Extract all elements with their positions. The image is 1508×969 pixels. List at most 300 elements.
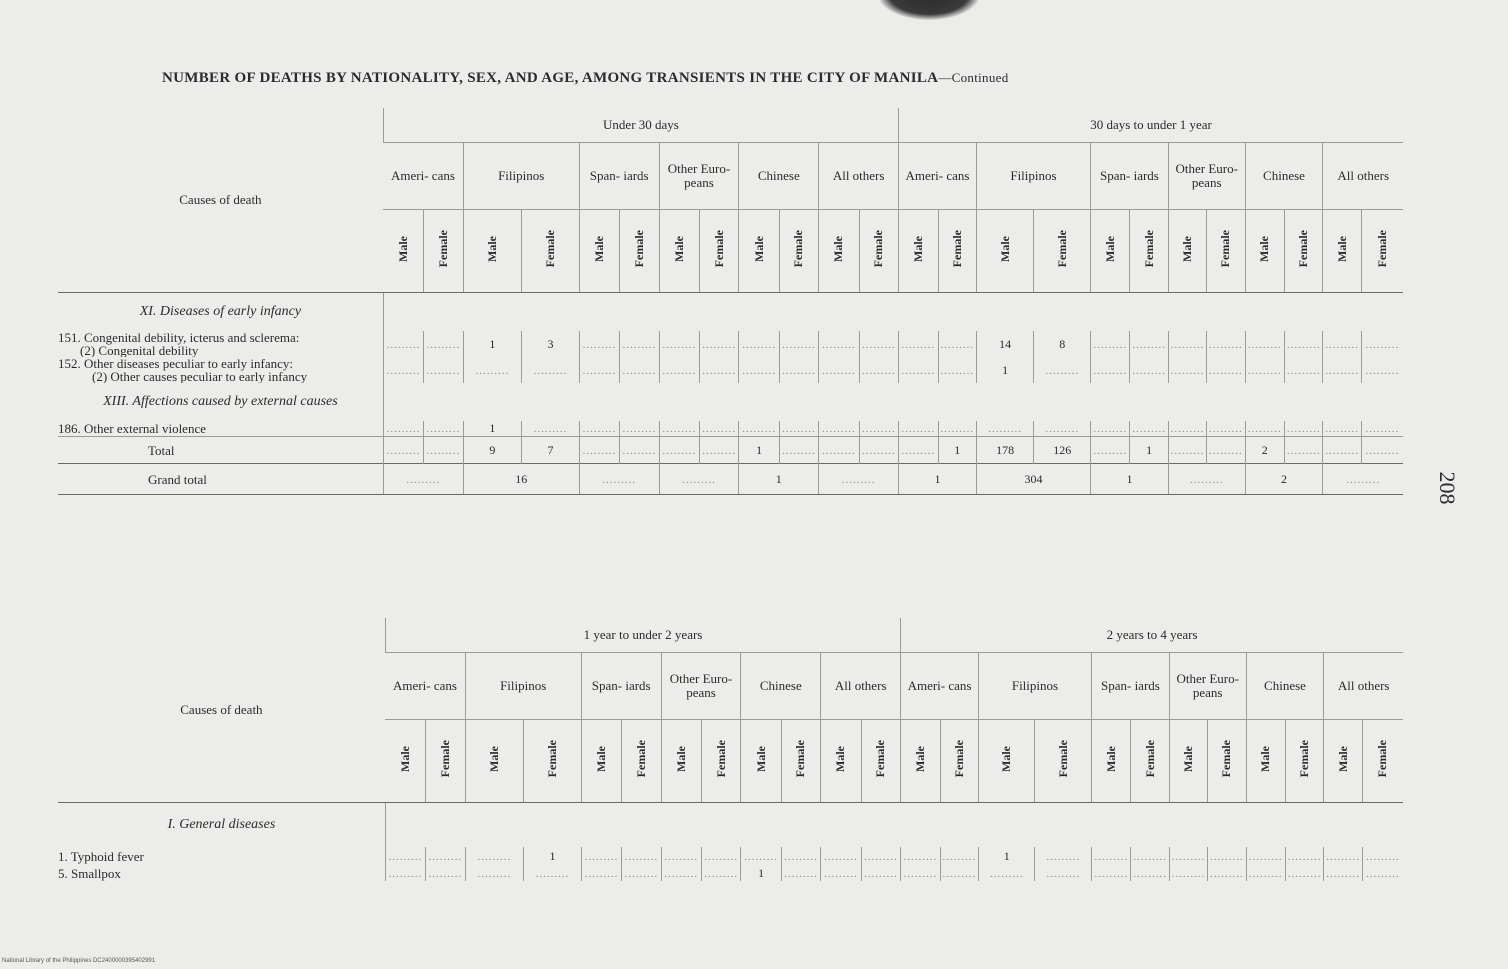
sex-label: Female — [1297, 740, 1312, 778]
data-cell — [699, 331, 738, 357]
female-column-header — [781, 720, 820, 803]
dot-leader: ......... — [1094, 850, 1129, 863]
dot-leader: ......... — [742, 338, 776, 351]
grand-total-cell — [739, 464, 819, 495]
dot-leader: ......... — [861, 364, 896, 377]
data-cell — [661, 847, 701, 865]
sex-label: Male — [1258, 746, 1273, 772]
female-column-header — [1131, 720, 1169, 803]
cell-value: 178 — [996, 442, 1015, 457]
dot-leader: ......... — [624, 850, 659, 863]
male-column-header — [978, 720, 1035, 803]
data-cell — [1362, 865, 1403, 881]
male-column-header — [1169, 720, 1207, 803]
dot-leader: ......... — [388, 867, 423, 880]
dot-leader: ......... — [1210, 850, 1244, 863]
data-cell — [1034, 331, 1091, 357]
cell-value: 2 — [1281, 471, 1287, 486]
dot-leader: ......... — [1209, 423, 1243, 435]
data-cell — [581, 847, 621, 865]
grand-total-cell — [1091, 464, 1169, 495]
data-cell — [579, 357, 619, 383]
dot-leader: ......... — [664, 850, 699, 863]
dot-leader: ......... — [624, 867, 659, 880]
female-column-header — [620, 210, 659, 293]
dot-leader: ......... — [782, 364, 816, 377]
dot-leader: ......... — [861, 423, 896, 435]
dot-leader: ......... — [533, 423, 568, 435]
female-column-header — [1361, 210, 1403, 293]
cell-value: 1 — [758, 865, 765, 880]
cell-value: 1 — [1126, 471, 1133, 486]
nationality-header: Chinese — [1245, 143, 1323, 210]
dot-leader: ......... — [1326, 850, 1360, 863]
sex-label: Female — [1374, 230, 1389, 268]
data-cell — [1130, 437, 1168, 464]
dot-leader: ......... — [1171, 867, 1206, 880]
data-cell — [1324, 847, 1362, 865]
data-cell — [819, 437, 859, 464]
dot-leader: ......... — [1248, 850, 1283, 863]
grand-total-cell — [383, 464, 463, 495]
data-cell — [1130, 331, 1168, 357]
sex-label: Male — [912, 746, 927, 772]
dot-leader: ......... — [903, 850, 938, 863]
dot-leader: ......... — [582, 444, 617, 457]
dot-leader: ......... — [1325, 444, 1359, 457]
data-cell — [383, 331, 423, 357]
section-heading: I. General diseases — [167, 817, 276, 832]
data-cell — [1285, 847, 1323, 865]
table-row — [58, 331, 1403, 357]
sex-label: Male — [395, 236, 410, 262]
dot-leader: ......... — [1325, 423, 1359, 435]
dot-leader: ......... — [782, 338, 816, 351]
data-cell — [779, 331, 818, 357]
data-cell — [1168, 437, 1206, 464]
sex-label: Female — [873, 740, 888, 778]
male-column-header — [1323, 210, 1361, 293]
data-cell — [819, 357, 859, 383]
female-column-header — [940, 720, 978, 803]
data-cell — [1361, 421, 1403, 437]
data-cell — [1091, 421, 1130, 437]
data-cell — [1285, 865, 1323, 881]
cell-value: 7 — [547, 442, 554, 457]
male-column-header — [383, 210, 423, 293]
data-cell — [1092, 847, 1131, 865]
cell-value: 1 — [1146, 442, 1153, 457]
dot-leader: ......... — [784, 867, 818, 880]
dot-leader: ......... — [1325, 338, 1359, 351]
data-cell — [1323, 331, 1361, 357]
data-cell — [426, 865, 465, 881]
cell-value: 1 — [954, 442, 961, 457]
dot-leader: ......... — [901, 444, 936, 457]
dot-leader: ......... — [704, 850, 739, 863]
male-column-header — [976, 210, 1034, 293]
sex-label: Female — [1296, 230, 1311, 268]
data-cell — [659, 357, 699, 383]
deaths-table-1 — [58, 108, 1403, 495]
dot-leader: ......... — [1366, 867, 1400, 880]
nationality-header: Other Euro- peans — [661, 653, 741, 720]
data-cell — [385, 847, 425, 865]
nationality-header: Filipinos — [465, 653, 581, 720]
data-cell — [463, 331, 522, 357]
cell-value: 14 — [999, 336, 1012, 351]
data-cell — [1245, 437, 1284, 464]
grand-total-cell — [899, 464, 977, 495]
data-cell — [699, 437, 738, 464]
female-column-header — [1207, 210, 1245, 293]
sex-label: Male — [397, 746, 412, 772]
dot-leader: ......... — [702, 364, 737, 377]
data-cell — [702, 847, 741, 865]
data-cell — [861, 847, 901, 865]
nationality-header: Filipinos — [976, 143, 1090, 210]
data-cell — [661, 865, 701, 881]
deaths-table-2 — [58, 618, 1403, 881]
sex-label: Female — [1054, 230, 1069, 268]
male-column-header — [661, 720, 701, 803]
grand-total-cell — [819, 464, 899, 495]
data-cell — [579, 331, 619, 357]
cell-value: 126 — [1053, 442, 1072, 457]
female-column-header — [524, 720, 582, 803]
male-column-header — [741, 720, 781, 803]
sex-label: Male — [831, 236, 846, 262]
male-column-header — [901, 720, 940, 803]
nationality-header: Filipinos — [463, 143, 579, 210]
dot-leader: ......... — [901, 423, 936, 435]
dot-leader: ......... — [1286, 364, 1321, 377]
data-cell — [1323, 437, 1361, 464]
sex-label: Female — [1142, 740, 1157, 778]
data-cell — [901, 865, 940, 881]
data-cell — [1034, 437, 1091, 464]
cell-value: 8 — [1059, 336, 1066, 351]
blank-cells — [385, 803, 1403, 848]
dot-leader: ......... — [622, 444, 657, 457]
data-cell — [741, 865, 781, 881]
dot-leader: ......... — [824, 850, 858, 863]
data-cell — [741, 847, 781, 865]
data-cell — [861, 865, 901, 881]
dot-leader: ......... — [428, 867, 463, 880]
data-cell — [1035, 847, 1092, 865]
data-cell — [1130, 357, 1168, 383]
female-column-header — [1034, 210, 1091, 293]
dot-leader: ......... — [1209, 444, 1243, 457]
dot-leader: ......... — [1365, 423, 1400, 435]
data-cell — [579, 437, 619, 464]
data-cell — [938, 331, 976, 357]
cause-subtitle: (2) Congenital debility — [80, 343, 199, 357]
table-one-to-four-years — [58, 618, 1403, 881]
data-cell — [859, 357, 899, 383]
data-cell — [522, 437, 580, 464]
data-cell — [620, 331, 659, 357]
cell-value: 1 — [934, 471, 941, 486]
male-column-header — [581, 720, 621, 803]
cell-value: 1 — [1003, 848, 1010, 863]
sex-label: Female — [949, 230, 964, 268]
data-cell — [1285, 357, 1323, 383]
dot-leader: ......... — [584, 850, 619, 863]
age-group-header: 2 years to 4 years — [901, 618, 1403, 653]
data-cell — [899, 421, 938, 437]
sex-label: Male — [486, 746, 501, 772]
dot-leader: ......... — [1326, 867, 1360, 880]
female-column-header — [1130, 210, 1168, 293]
dot-leader: ......... — [1287, 867, 1322, 880]
dot-leader: ......... — [426, 338, 461, 351]
title-continued: —Continued — [938, 70, 1009, 85]
male-column-header — [1324, 720, 1362, 803]
data-cell — [1361, 331, 1403, 357]
causes-header: Causes of death — [58, 618, 385, 803]
table-row — [58, 865, 1403, 881]
dot-leader: ......... — [475, 364, 510, 377]
data-cell — [1323, 421, 1361, 437]
dot-leader: ......... — [1286, 423, 1321, 435]
grand-total-label: Grand total — [58, 464, 383, 495]
female-column-header — [424, 210, 463, 293]
cell-value: 1 — [489, 421, 496, 435]
data-cell — [1285, 437, 1323, 464]
nationality-header: Ameri- cans — [383, 143, 463, 210]
dot-leader: ......... — [535, 867, 570, 880]
cell-value: 1 — [549, 848, 556, 863]
female-column-header — [859, 210, 899, 293]
male-column-header — [579, 210, 619, 293]
table-under-one-year — [58, 108, 1403, 495]
dot-leader: ......... — [1093, 338, 1128, 351]
footer-note: National Library of the Philippines DC2400000395402991 — [2, 958, 156, 964]
data-cell — [1131, 847, 1169, 865]
data-cell — [739, 421, 779, 437]
female-column-header — [699, 210, 738, 293]
data-cell — [1207, 331, 1245, 357]
dot-leader: ......... — [822, 444, 856, 457]
data-cell — [781, 847, 820, 865]
nationality-header: Ameri- cans — [901, 653, 979, 720]
data-cell — [1323, 357, 1361, 383]
title-text: NUMBER OF DEATHS BY NATIONALITY, SEX, AND AGE, AMONG TRANSIENTS IN THE CITY OF MANILA — [162, 70, 939, 86]
female-column-header — [1035, 720, 1092, 803]
row-label — [58, 331, 383, 357]
dot-leader: ......... — [622, 423, 657, 435]
male-column-header — [465, 720, 524, 803]
female-column-header — [522, 210, 580, 293]
data-cell — [1034, 357, 1091, 383]
data-cell — [978, 847, 1035, 865]
data-cell — [899, 357, 938, 383]
data-cell — [1091, 357, 1130, 383]
data-cell — [579, 421, 619, 437]
data-cell — [1168, 421, 1206, 437]
sex-label: Male — [1181, 746, 1195, 772]
data-cell — [1245, 421, 1284, 437]
data-cell — [901, 847, 940, 865]
age-group-header: 30 days to under 1 year — [899, 108, 1403, 143]
sex-label: Male — [997, 236, 1012, 262]
data-cell — [821, 847, 861, 865]
age-group-header: 1 year to under 2 years — [385, 618, 900, 653]
data-cell — [463, 421, 522, 437]
nationality-header: Ameri- cans — [899, 143, 977, 210]
dot-leader: ......... — [704, 867, 739, 880]
data-cell — [659, 421, 699, 437]
male-column-header — [1091, 210, 1130, 293]
data-cell — [622, 865, 661, 881]
dot-leader: ......... — [664, 867, 699, 880]
sex-label: Male — [594, 746, 608, 772]
sex-label: Male — [910, 236, 925, 262]
data-cell — [524, 847, 582, 865]
dot-leader: ......... — [861, 338, 896, 351]
data-cell — [424, 437, 463, 464]
nationality-header: All others — [821, 653, 901, 720]
male-column-header — [659, 210, 699, 293]
data-cell — [938, 357, 976, 383]
data-cell — [1246, 847, 1285, 865]
data-cell — [1208, 865, 1246, 881]
dot-leader: ......... — [1093, 423, 1128, 435]
dot-leader: ......... — [1046, 867, 1081, 880]
data-cell — [1131, 865, 1169, 881]
dot-leader: ......... — [782, 423, 816, 435]
data-cell — [522, 331, 580, 357]
cause-title: 151. Congenital debility, icterus and sclerema: — [58, 331, 300, 345]
nationality-header: Chinese — [1246, 653, 1324, 720]
row-label: 186. Other external violence — [58, 421, 206, 436]
nationality-header: Span- iards — [579, 143, 659, 210]
data-cell — [385, 865, 425, 881]
grand-total-cell — [463, 464, 579, 495]
female-column-header — [1208, 720, 1246, 803]
nationality-header: Ameri- cans — [385, 653, 465, 720]
nationality-header: All others — [1324, 653, 1403, 720]
data-cell — [426, 847, 465, 865]
sex-label: Female — [545, 740, 559, 778]
sex-label: Female — [711, 230, 726, 268]
cell-value: 1 — [1002, 362, 1009, 377]
causes-header: Causes of death — [58, 108, 383, 293]
sex-label: Male — [1102, 236, 1117, 262]
nationality-header: Chinese — [741, 653, 821, 720]
dot-leader: ......... — [426, 444, 461, 457]
dot-leader: ......... — [989, 867, 1024, 880]
cell-value: 1 — [756, 442, 763, 457]
dot-leader: ......... — [1132, 338, 1166, 351]
row-label: 5. Smallpox — [58, 865, 121, 881]
nationality-header: Span- iards — [581, 653, 661, 720]
grand-total-cell — [976, 464, 1090, 495]
dot-leader: ......... — [1094, 867, 1129, 880]
female-column-header — [861, 720, 901, 803]
dot-leader: ......... — [1133, 867, 1167, 880]
female-column-header — [1285, 210, 1323, 293]
nationality-header: Other Euro- peans — [1168, 143, 1245, 210]
sex-label: Female — [951, 740, 966, 778]
dot-leader: ......... — [1210, 867, 1244, 880]
dot-leader: ......... — [1170, 364, 1205, 377]
sex-label: Male — [833, 746, 848, 772]
row-label — [58, 357, 383, 383]
dot-leader: ......... — [1248, 867, 1283, 880]
dot-leader: ......... — [782, 444, 816, 457]
data-cell — [1285, 421, 1323, 437]
dot-leader: ......... — [582, 364, 617, 377]
sex-label: Female — [631, 230, 646, 268]
data-cell — [859, 421, 899, 437]
dot-leader: ......... — [822, 364, 856, 377]
data-cell — [699, 421, 738, 437]
nationality-header: Span- iards — [1091, 143, 1169, 210]
page-number: 208 — [1435, 471, 1460, 505]
data-cell — [1208, 847, 1246, 865]
male-column-header — [463, 210, 522, 293]
grand-total-cell — [659, 464, 739, 495]
data-cell — [1207, 357, 1245, 383]
sex-label: Female — [713, 740, 728, 778]
dot-leader: ......... — [533, 364, 568, 377]
blank-cells — [383, 293, 1403, 332]
total-row — [58, 437, 1403, 464]
sex-label: Male — [673, 746, 688, 772]
sex-label: Male — [484, 236, 499, 262]
data-cell — [524, 865, 582, 881]
cause-title: 152. Other diseases peculiar to early infancy: — [58, 357, 293, 371]
data-cell — [739, 357, 779, 383]
dot-leader: ......... — [426, 423, 461, 435]
dot-leader: ......... — [1286, 338, 1321, 351]
dot-leader: ......... — [702, 444, 737, 457]
male-column-header — [899, 210, 938, 293]
sex-label: Male — [1103, 746, 1118, 772]
data-cell — [940, 865, 978, 881]
dot-leader: ......... — [1046, 850, 1081, 863]
sex-label: Female — [1218, 230, 1233, 268]
dot-leader: ......... — [742, 364, 776, 377]
data-cell — [940, 847, 978, 865]
sex-label: Female — [437, 740, 452, 778]
row-label: 1. Typhoid fever — [58, 848, 144, 864]
dot-leader: ......... — [1365, 444, 1400, 457]
dot-leader: ......... — [841, 473, 876, 486]
male-column-header — [1246, 720, 1285, 803]
dot-leader: ......... — [1045, 423, 1080, 435]
blank-cells — [383, 383, 1403, 421]
data-cell — [1169, 847, 1207, 865]
data-cell — [976, 331, 1034, 357]
data-cell — [1207, 421, 1245, 437]
dot-leader: ......... — [622, 338, 657, 351]
dot-leader: ......... — [662, 364, 697, 377]
sex-label: Female — [791, 230, 806, 268]
data-cell — [859, 331, 899, 357]
data-cell — [620, 437, 659, 464]
data-cell — [819, 331, 859, 357]
dot-leader: ......... — [988, 423, 1023, 435]
grand-total-cell — [1245, 464, 1323, 495]
data-cell — [463, 437, 522, 464]
dot-leader: ......... — [744, 850, 778, 863]
dot-leader: ......... — [901, 338, 936, 351]
male-column-header — [819, 210, 859, 293]
